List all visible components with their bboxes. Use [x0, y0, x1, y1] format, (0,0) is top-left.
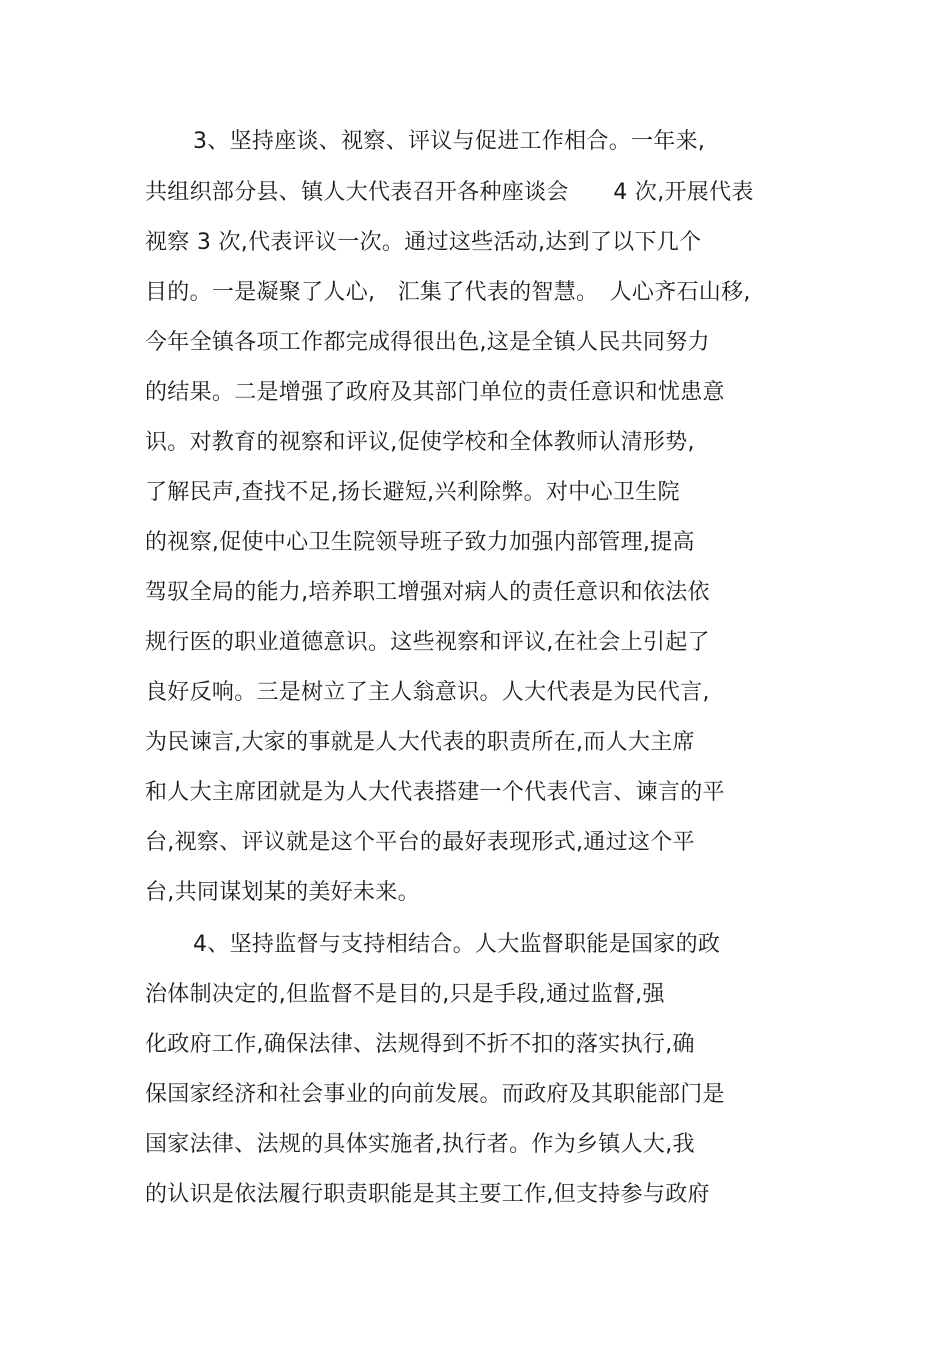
paragraph-3-line-7: 识。对教育的视察和评议,促使学校和全体教师认清形势,: [145, 430, 695, 455]
paragraph-3-line-6: 的结果。二是增强了政府及其部门单位的责任意识和忧患意: [145, 380, 725, 405]
paragraph-3-line-8: 了解民声,查找不足,扬长避短,兴利除弊。对中心卫生院: [145, 480, 680, 505]
paragraph-4-line-3: 化政府工作,确保法律、法规得到不折不扣的落实执行,确: [145, 1032, 695, 1057]
paragraph-4-line-6: 的认识是依法履行职责职能是其主要工作,但支持参与政府: [145, 1182, 710, 1207]
paragraph-3-line-12: 良好反响。三是树立了主人翁意识。人大代表是为民代言,: [145, 680, 710, 705]
paragraph-3-line-2: 共组织部分县、镇人大代表召开各种座谈会 4 次,开展代表: [145, 180, 754, 205]
paragraph-3-line-11: 规行医的职业道德意识。这些视察和评议,在社会上引起了: [145, 630, 710, 655]
paragraph-3-line-1: 3、坚持座谈、视察、评议与促进工作相合。一年来,: [193, 129, 706, 154]
paragraph-4-line-1: 4、坚持监督与支持相结合。人大监督职能是国家的政: [193, 932, 721, 957]
paragraph-3-line-3: 视察 3 次,代表评议一次。通过这些活动,达到了以下几个: [145, 230, 702, 255]
paragraph-3-line-10: 驾驭全局的能力,培养职工增强对病人的责任意识和依法依: [145, 580, 710, 605]
paragraph-4-line-2: 治体制决定的,但监督不是目的,只是手段,通过监督,强: [145, 982, 665, 1007]
paragraph-4-line-4: 保国家经济和社会事业的向前发展。而政府及其职能部门是: [145, 1082, 725, 1107]
paragraph-3-line-16: 台,共同谋划某的美好未来。: [145, 880, 420, 905]
paragraph-3-line-9: 的视察,促使中心卫生院领导班子致力加强内部管理,提高: [145, 530, 695, 555]
paragraph-3-line-5: 今年全镇各项工作都完成得很出色,这是全镇人民共同努力: [145, 330, 710, 355]
paragraph-4-line-5: 国家法律、法规的具体实施者,执行者。作为乡镇人大,我: [145, 1132, 695, 1157]
paragraph-3-line-13: 为民谏言,大家的事就是人大代表的职责所在,而人大主席: [145, 730, 695, 755]
paragraph-3-line-14: 和人大主席团就是为人大代表搭建一个代表代言、谏言的平: [145, 780, 725, 805]
paragraph-3-line-4: 目的。一是凝聚了人心, 汇集了代表的智慧。 人心齐石山移,: [145, 280, 751, 305]
paragraph-3-line-15: 台,视察、评议就是这个平台的最好表现形式,通过这个平: [145, 830, 695, 855]
